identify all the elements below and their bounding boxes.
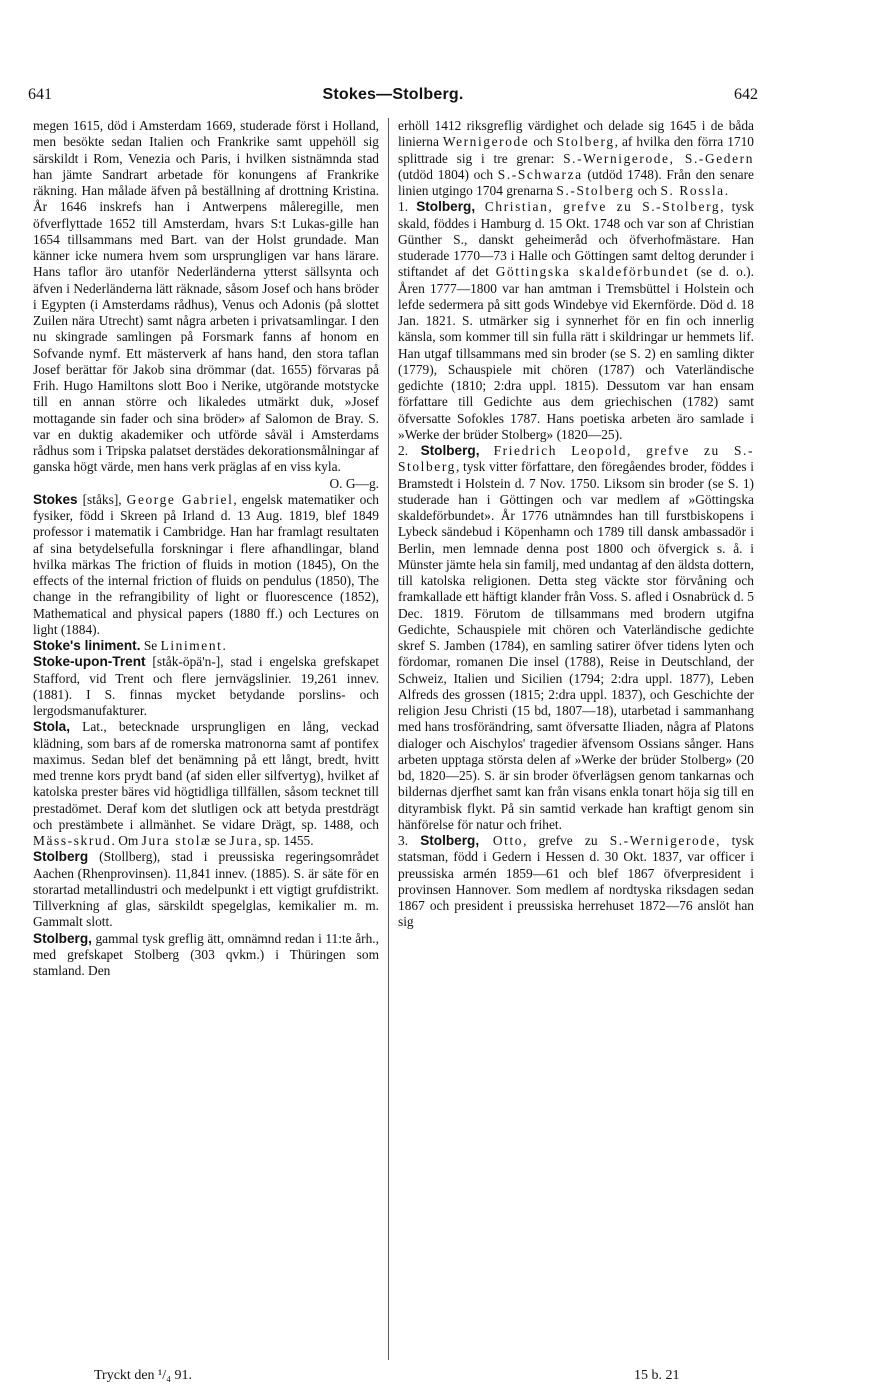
entry-text: och (529, 134, 557, 150)
entry-text: , af hvilka den förra 1710 splittrade sig i tre grenar: (398, 134, 755, 166)
entry-text: , tysk skald, föddes i Hamburg d. 15 Okt. 1748 och var son af Christian Günther S., danskt geheimeråd och öfverhofmästare. Han studerade 1770—73 i Halle och Göttingen samt deltog derunder i stiftandet af det (398, 199, 755, 280)
headword-stokes: Stokes (33, 491, 78, 507)
entry-text: Se (140, 638, 161, 653)
continuation-text: megen 1615, död i Amsterdam 1669, studerade först i Holland, men besökte sedan Italien och Frankrike samt uppehöll sig särskildt i Rom, Venezia och Paris, i hvilken sistnämnda stad han jämte Sandrart arbetade för konungens af Frankrike räkning. Han målade äfven på beställning af drottning Kristina. År 1646 inskrefs han i Antwerpens måleregille, men öfverflyttade 1652 till Amsterdam, hvars S:t Lukas-gille han 1654 tillsammans med Bart. van der Holst grundade. Man känner icke numera hvem som ursprungligen var hans lärare. Hans taflor äro utanför Nederländerna ytterst sällsynta och äfven i Nederländerna lätt räknade, såsom Josef och hans bröder i Egypten (i Amsterdams rådhus), Venus och Adonis (på slottet Zuilen nära Utrecht) samt några arbeten i privatsamlingar. I den nu skingrade samlingen på Forsmark fanns af honom en Sofvande nymf. Ett mästerverk af hans hand, den stora taflan Josef berättar för Jakob sina drömmar (dat. 1655) förvaras på Frih. Hugo Hamiltons slott Boo i Nerike, utgörande motstycke till en annan större och likaledes utmärkt duk, »Josef mottagande sin fader och sina bröder» af Salomon de Bray. S. var en duktig akademiker och utförde såväl i Amsterdams rådhus som i Tripska palatset derstädes dekorationsmålningar af ganska högt värde, men hans verk präglas af en viss kyla. (33, 118, 379, 475)
page-header (28, 86, 758, 108)
headword-stokes-liniment: Stoke's liniment. (33, 638, 141, 653)
entry-stoke-upon-trent (33, 654, 379, 719)
entry-number: 3. (398, 833, 421, 848)
cross-reference: S.-Wernigerode, S.-Gedern (563, 150, 754, 166)
entry-text: [ståk-öpä'n-], stad i engelska grefskapet Stafford, vid Trent och flere jernvägslinier. 19,261 innev. (1881). I S. finnas mycket betydande porslins- och lergodsmanufakturer. (33, 654, 379, 718)
entry-text: (utdöd 1804) och (398, 166, 498, 182)
entry-text: , grefve zu (523, 833, 610, 848)
cross-reference: Mäss-skrud (33, 833, 112, 848)
entry-text: och (634, 183, 661, 198)
headword-stola: Stola, (33, 719, 71, 735)
entry-text: , tysk vitter författare, den föregåendes broder, föddes i Bramstedt i Holstein d. 7 Nov. 1750. Liksom sin broder (se S. 1) studerade han i Göttingen och var medlem af »Göttingska skaldeförbundet». År 1776 utnämndes han till furstbiskopens i Lybeck sändebud i Köpenhamn och 1789 till dansk ambassadör i Berlin, men lemnade denna post 1800 och öfvergick s. å. i Münster jämte hela sin familj, med undantag af den äldsta dottern, till katolska religionen. Detta steg väckte stor förvåning och framkallade ett häftigt klander från Voss. S. afled i Osnabrück d. 5 Dec. 1819. Förutom de tillsammans med brodern utgifna Gedichte, Schauspiele mit chören och Vaterländische gedichte skref S. Jamben (1784), en samling satirer öfver tidens lyten och fördomar, romanen Die insel (1788), Reise in Deutschland, der Schweiz, Italien und Sicilien (1794; 2:dra uppl. 1877), Leben Alfreds des grossen (1815; 2:dra uppl. 1837), och Geschichte der religion Jesu Christi (15 bd, 1807—18), utarbetad i sammanhang med hans trosförändring, samt öfversatte Iliaden, några af Platons dialoger och Aischylos' tragedier äfvensom Ossians sånger. Hans arbeten upptaga största delen af »Werke der brüder Stolberg» (20 bd, 1820—25). S. är sin broder öfverlägsen genom tankarnas och bildernas djerfhet samt kan från visans enkla tonart höja sig till en dityrambisk flykt. På sin samtid verkade han kraftigt genom sin hänförelse för natur och frihet. (398, 459, 754, 832)
sheet-signature: 15 b. 21 (634, 1368, 680, 1383)
headword-stolberg-2: Stolberg, (420, 443, 480, 458)
entry-stolberg-1 (398, 199, 754, 443)
cross-reference: S.-Stolberg (556, 183, 635, 198)
entry-text: [ståks], (77, 491, 127, 507)
cross-reference: Stolberg (556, 134, 615, 150)
entry-text: (Stollberg), stad i preussiska regeringsområdet Aachen (Rhenprovinsen). 11,841 innev. (1885). S. är säte för en storartad metallindustri och medelpunkt i ett vigtigt grufdistrikt. Tillverkning af glas, särskildt spegelglas, kemikalier m. m. Gammalt slott. (33, 849, 379, 930)
person-name: S.-Wernigerode (609, 833, 717, 848)
entry-text: . Om (111, 833, 142, 848)
cross-reference: S. Rossla (660, 183, 725, 198)
person-name: Friedrich Leopold, grefve zu S.-Stolberg (398, 443, 755, 475)
entry-text: Lat., betecknade ursprungligen en lång, veckad klädning, som bars af de romerska matronorna samt af pontifex maximus. Sedan blef det benämning på ett långt, bredt, hvitt med trenne kors prydt band (af siden eller silfvertyg), hvilket af katolska prester bäres vid högtidliga tillfällen, såsom tecknet till prestadömet. Deraf kom det slutligen ock att betyda prestdrägt och prestämbete i allmänhet. Se vidare Drägt, sp. 1488, och (33, 719, 379, 832)
cross-reference: Liniment (160, 638, 223, 653)
running-title: Stokes—Stolberg. (322, 86, 464, 103)
cross-reference: Wernigerode (442, 134, 530, 150)
entry-text: erhöll 1412 riksgreflig värdighet och delade sig 1645 i de båda linierna (398, 118, 754, 150)
cross-reference: Jura stolæ (141, 833, 212, 848)
entry-text: (utdöd 1748). Från den senare linien utgingo 1704 grenarna (398, 166, 754, 198)
entry-stokes (33, 492, 379, 638)
person-name: Otto (479, 833, 524, 848)
entry-stolberg-2 (398, 443, 754, 833)
entry-text: . (222, 638, 226, 653)
headword-stolberg-3: Stolberg, (420, 833, 480, 848)
entry-stolberg-family (33, 931, 379, 980)
entry-text: gammal tysk greflig ätt, omnämnd redan i 11:te årh., med grefskapet Stolberg (303 qvkm.) i Thüringen som stamland. Den (33, 930, 379, 978)
cross-reference: Jura (229, 833, 259, 848)
entry-continuation (33, 118, 379, 492)
entry-stokes-liniment (33, 638, 379, 654)
entry-stolberg-city (33, 849, 379, 930)
person-name: Christian, grefve zu S.-Stolberg (475, 199, 721, 215)
person-name: George Gabriel (126, 491, 234, 507)
entry-number: 2. (398, 443, 421, 458)
left-column (33, 118, 379, 979)
print-date: Tryckt den ¹/₄ 91. (94, 1368, 193, 1383)
page-number-right: 642 (734, 86, 758, 103)
right-column (398, 118, 754, 931)
headword-stolberg-city: Stolberg (33, 849, 89, 865)
page-number-left: 641 (28, 86, 52, 103)
headword-stolberg-1: Stolberg, (416, 199, 476, 215)
entry-text: , engelsk matematiker och fysiker, född i Skreen på Irland d. 13 Aug. 1819, blef 1849 professor i matematik i Cambridge. Han har framlagt resultaten af sina betydelsefulla forskningar i flere afhandlingar, bland hvilka märkas The friction of fluids in motion (1845), On the effects of the internal friction of fluids on pendulus (1850), The change in the refrangibility of light or fluorescence (1852), Mathematical and physical papers (1880 ff.) och Lectures on light (1884). (33, 491, 379, 637)
entry-number: 1. (398, 199, 417, 215)
entry-stolberg-family-continued (398, 118, 754, 199)
cross-reference: S.-Schwarza (497, 166, 583, 182)
column-divider (388, 118, 389, 1360)
headword-stoke-upon-trent: Stoke-upon-Trent (33, 654, 146, 670)
entry-stola (33, 719, 379, 849)
entry-text: . (724, 183, 729, 198)
headword-stolberg-family: Stolberg, (33, 930, 92, 946)
cross-reference: Göttingska skaldeförbundet (495, 264, 690, 280)
entry-stolberg-3 (398, 833, 754, 931)
entry-text: se (211, 833, 230, 848)
author-signature: O. G—g. (329, 475, 379, 491)
entry-text: (se d. o.). Åren 1777—1800 var han amtman i Tremsbüttel i Holstein och lefde sedermera på sitt gods Windebye vid Ekernförde. Död d. 18 Jan. 1821. S. utmärker sig i synnerhet för en fin och innerlig känsla, som kommer till sin fulla rätt i skildringar ur hemmets lif. Han utgaf tillsammans med sin broder (se S. 2) en samling dikter (1779), Schauspiele mit chören (1787) och Vaterländische gedichte (1810; 2:dra uppl. 1815). Dessutom var han ensam författare till Gedichte aus dem griechischen (1782) samt öfversatte Sofokles 1787. Hans poetiska arbeten äro samlade i »Werke der brüder Stolberg» (1820—25). (398, 264, 754, 442)
entry-text: , sp. 1455. (258, 833, 314, 848)
entry-text: , tysk statsman, född i Gedern i Hessen d. 30 Okt. 1837, var officer i preussiska armén 1859—61 och blef 1867 öfverpresident i provinsen Hannover. Som medlem af nordtyska riksdagen sedan 1867 och president i preussiska herrehuset 1872—76 anslöt han sig (398, 833, 754, 930)
